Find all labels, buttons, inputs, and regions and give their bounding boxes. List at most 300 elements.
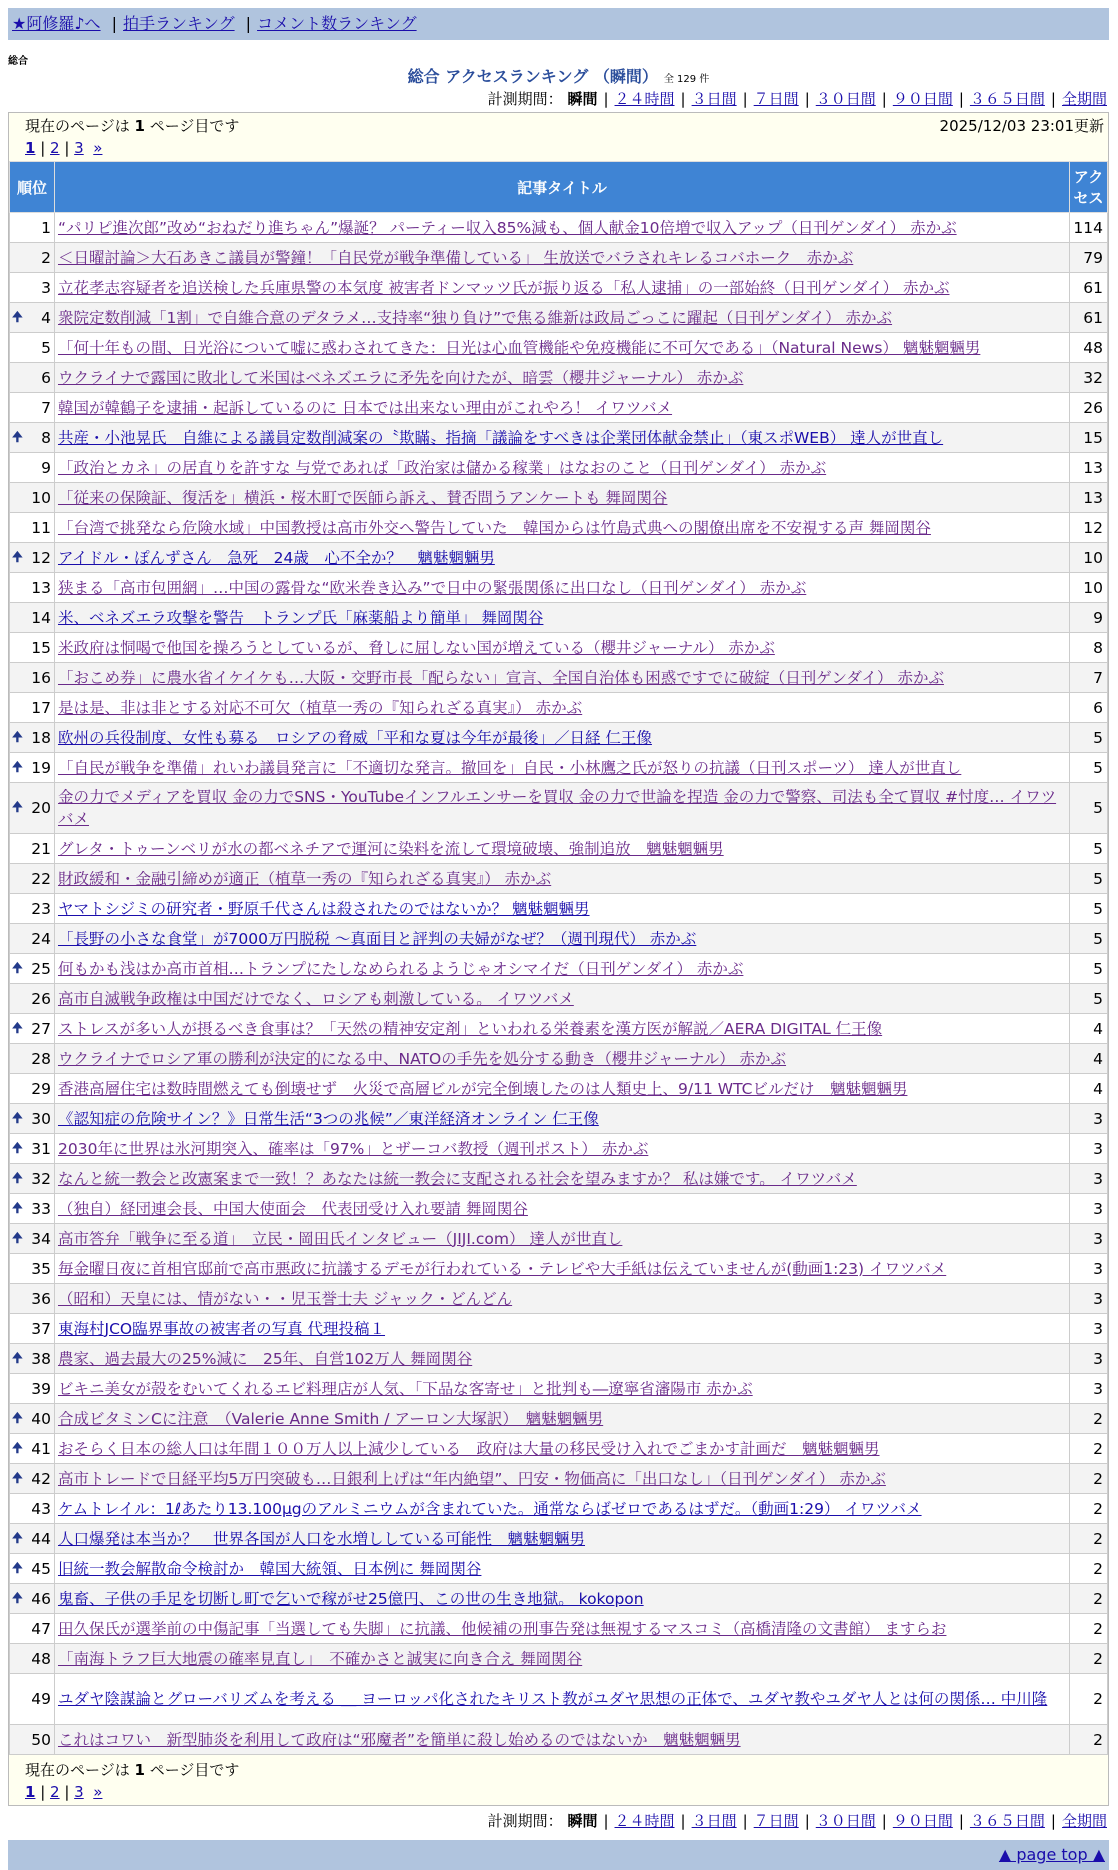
article-link[interactable]: ストレスが多い人が摂るべき食事は？「天然の精神安定剤」といわれる栄養素を漢方医が解説／AERA DIGITAL 仁王像: [58, 1019, 883, 1038]
rank-number: 2: [41, 248, 51, 267]
period-selector-bottom: [8, 1810, 1109, 1832]
access-count: 3: [1070, 1344, 1108, 1374]
rank-number: 35: [31, 1259, 51, 1278]
article-link[interactable]: 是は是、非は非とする対応不可欠（植草一秀の『知られざる真実』） 赤かぶ: [58, 698, 583, 717]
title-cell: [55, 1194, 1070, 1224]
article-link[interactable]: これはコワい 新型肺炎を利用して政府は“邪魔者”を簡単に殺し始めるのではないか 魑魅魍魎男: [58, 1730, 741, 1749]
header-access: アクセス: [1070, 162, 1108, 213]
rank-cell: [10, 513, 55, 543]
rank-cell: [10, 333, 55, 363]
access-count: 8: [1070, 633, 1108, 663]
access-count: 5: [1070, 834, 1108, 864]
rank-cell: [10, 1134, 55, 1164]
rank-number: 32: [31, 1169, 51, 1188]
article-link[interactable]: “パリピ進次郎”改め“おねだり進ちゃん”爆誕？ パーティー収入85%減も、個人献金10倍増で収入アップ（日刊ゲンダイ） 赤かぶ: [58, 218, 957, 237]
title-cell: [55, 543, 1070, 573]
table-row: [10, 423, 1108, 453]
up-arrow-icon: 🠉: [12, 1020, 23, 1036]
access-count: 2: [1070, 1404, 1108, 1434]
article-link[interactable]: 何もかも浅はか高市首相…トランプにたしなめられるようじゃオシマイだ（日刊ゲンダイ） 赤かぶ: [58, 959, 744, 978]
access-count: 5: [1070, 954, 1108, 984]
title-cell: [55, 693, 1070, 723]
title-cell: [55, 1014, 1070, 1044]
article-link[interactable]: 「長野の小さな食堂」が7000万円脱税 ～真面目と評判の夫婦がなぜ？（週刊現代） 赤かぶ: [58, 929, 697, 948]
period-link[interactable]: ２４時間: [614, 90, 675, 108]
table-row: [10, 1554, 1108, 1584]
article-link[interactable]: ウクライナで露国に敗北して米国はベネズエラに矛先を向けたが、暗雲（櫻井ジャーナル） 赤かぶ: [58, 368, 744, 387]
up-arrow-icon: 🠉: [12, 1140, 23, 1156]
up-arrow-icon: 🠉: [12, 1530, 23, 1546]
article-link[interactable]: 田久保氏が選挙前の中傷記事「当選しても失脚」に抗議、他候補の刑事告発は無視するマスコミ（高橋清隆の文書館） ますらお: [58, 1619, 947, 1638]
period-link[interactable]: ３６５日間: [969, 90, 1045, 108]
access-count: 3: [1070, 1374, 1108, 1404]
rank-cell: [10, 723, 55, 753]
article-link[interactable]: （独自）経団連会長、中国大使面会 代表団受け入れ要請 舞岡関谷: [58, 1199, 528, 1218]
table-row: [10, 1284, 1108, 1314]
article-link[interactable]: 「従来の保険証、復活を」横浜・桜木町で医師ら訴え、賛否問うアンケートも 舞岡関谷: [58, 488, 668, 507]
access-count: 114: [1070, 213, 1108, 243]
rank-cell: [10, 1554, 55, 1584]
period-link[interactable]: ３日間: [691, 90, 737, 108]
pager-page-link[interactable]: 2: [50, 1783, 60, 1801]
article-link[interactable]: 「何十年もの間、日光浴について嘘に惑わされてきた：日光は心血管機能や免疫機能に不可欠である」（Natural News） 魑魅魍魎男: [58, 338, 981, 357]
rank-cell: [10, 1404, 55, 1434]
access-count: 2: [1070, 1584, 1108, 1614]
title-cell: [55, 1044, 1070, 1074]
table-row: [10, 894, 1108, 924]
table-row: [10, 1434, 1108, 1464]
table-row: [10, 1044, 1108, 1074]
access-count: 3: [1070, 1194, 1108, 1224]
article-link[interactable]: ケムトレイル：1ℓあたり13.100μgのアルミニウムが含まれていた。通常ならばゼロであるはずだ。（動画1:29） イワツバメ: [58, 1499, 922, 1518]
article-link[interactable]: 立花孝志容疑者を追送検した兵庫県警の本気度 被害者ドンマッツ氏が振り返る「私人逮捕」の一部始終（日刊ゲンダイ） 赤かぶ: [58, 278, 950, 297]
period-link[interactable]: ９０日間: [892, 1812, 953, 1830]
access-count: 5: [1070, 894, 1108, 924]
total-count: 全 129 件: [663, 74, 710, 85]
access-count: 32: [1070, 363, 1108, 393]
access-count: 79: [1070, 243, 1108, 273]
rank-cell: [10, 1164, 55, 1194]
table-row: [10, 303, 1108, 333]
table-row: [10, 1344, 1108, 1374]
access-count: 5: [1070, 864, 1108, 894]
title-cell: [55, 483, 1070, 513]
up-arrow-icon: 🠉: [12, 1110, 23, 1126]
pager-next-link[interactable]: »: [93, 1783, 103, 1801]
title-cell: [55, 1164, 1070, 1194]
rank-cell: [10, 1644, 55, 1674]
rank-number: 49: [31, 1690, 51, 1708]
period-separator: |: [881, 1812, 887, 1830]
rank-cell: [10, 393, 55, 423]
period-link[interactable]: ３６５日間: [969, 1812, 1045, 1830]
period-separator: |: [603, 1812, 609, 1830]
article-link[interactable]: 人口爆発は本当か？ 世界各国が人口を水増ししている可能性 魑魅魍魎男: [58, 1529, 586, 1548]
period-link[interactable]: ２４時間: [614, 1812, 675, 1830]
title-cell: [55, 1674, 1070, 1725]
table-row: [10, 1314, 1108, 1344]
title-cell: [55, 423, 1070, 453]
article-link[interactable]: 欧州の兵役制度、女性も募る ロシアの脅威「平和な夏は今年が最後」／日経 仁王像: [58, 728, 652, 747]
period-label: 計測期間：: [487, 1812, 563, 1830]
rank-number: 36: [31, 1289, 51, 1308]
rank-number: 29: [31, 1079, 51, 1098]
table-row: [10, 213, 1108, 243]
article-link[interactable]: 狭まる「高市包囲網」…中国の露骨な“欧米巻き込み”で日中の緊張関係に出口なし（日刊ゲンダイ） 赤かぶ: [58, 578, 807, 597]
table-row: [10, 1074, 1108, 1104]
up-arrow-icon: 🠉: [12, 1170, 23, 1186]
up-arrow-icon: 🠉: [12, 1350, 23, 1366]
period-separator: |: [1050, 90, 1056, 108]
rank-cell: [10, 954, 55, 984]
rank-cell: [10, 1074, 55, 1104]
rank-number: 25: [31, 959, 51, 978]
rank-number: 9: [41, 458, 51, 477]
article-link[interactable]: ＜日曜討論＞大石あきこ議員が警鐘！「自民党が戦争準備している」 生放送でバラされキレるコバホーク 赤かぶ: [58, 248, 854, 267]
access-count: 5: [1070, 924, 1108, 954]
table-row: [10, 1254, 1108, 1284]
article-link[interactable]: ビキニ美女が殻をむいてくれるエビ料理店が人気、「下品な客寄せ」と批判も―遼寧省瀋陽市 赤かぶ: [58, 1379, 753, 1398]
up-arrow-icon: 🠉: [12, 800, 23, 815]
rank-number: 33: [31, 1199, 51, 1218]
article-link[interactable]: ユダヤ陰謀論とグローバリズムを考える ＿ ヨーロッパ化されたキリスト教がユダヤ思想の正体で、ユダヤ教やユダヤ人とは何の関係… 中川隆: [58, 1690, 1048, 1708]
article-link[interactable]: 「政治とカネ」の居直りを許すな 与党であれば「政治家は儲かる稼業」はなおのこと（日刊ゲンダイ） 赤かぶ: [58, 458, 827, 477]
period-link[interactable]: ３０日間: [815, 90, 876, 108]
rank-number: 17: [31, 698, 51, 717]
rank-cell: [10, 1584, 55, 1614]
title-cell: [55, 1074, 1070, 1104]
access-count: 2: [1070, 1464, 1108, 1494]
period-link[interactable]: ９０日間: [892, 90, 953, 108]
period-link[interactable]: ３日間: [691, 1812, 737, 1830]
period-separator: |: [958, 1812, 964, 1830]
title-cell: [55, 1434, 1070, 1464]
comment-ranking-link[interactable]: コメント数ランキング: [257, 14, 417, 33]
rank-number: 24: [31, 929, 51, 948]
table-row: [10, 513, 1108, 543]
rank-cell: [10, 1014, 55, 1044]
period-selector: [8, 88, 1109, 110]
pager-next-link[interactable]: »: [93, 139, 103, 157]
access-count: 3: [1070, 1134, 1108, 1164]
title-cell: [55, 1644, 1070, 1674]
rank-number: 1: [41, 218, 51, 237]
period-link[interactable]: ３０日間: [815, 1812, 876, 1830]
article-link[interactable]: 衆院定数削減「1割」で自維合意のデタラメ…支持率“独り負け”で焦る維新は政局ごっこに躍起（日刊ゲンダイ） 赤かぶ: [58, 308, 893, 327]
period-separator: |: [680, 1812, 686, 1830]
period-link[interactable]: 全期間: [1061, 1812, 1107, 1830]
access-count: 15: [1070, 423, 1108, 453]
rank-number: 47: [31, 1619, 51, 1638]
rank-number: 23: [31, 899, 51, 918]
article-link[interactable]: 高市答弁「戦争に至る道」 立民・岡田氏インタビュー（JIJI.com） 達人が世直し: [58, 1229, 623, 1248]
header-title: 記事タイトル: [55, 162, 1070, 213]
page-top-link[interactable]: ▲ page top ▲: [998, 1845, 1105, 1864]
clap-ranking-link[interactable]: 拍手ランキング: [123, 14, 235, 33]
table-row: [10, 603, 1108, 633]
access-count: 2: [1070, 1524, 1108, 1554]
article-link[interactable]: 東海村JCO臨界事故の被害者の写真 代理投稿１: [58, 1319, 386, 1338]
article-link[interactable]: 米、ベネズエラ攻撃を警告 トランプ氏「麻薬船より簡単」 舞岡関谷: [58, 608, 544, 627]
pager-page-link[interactable]: 3: [74, 1783, 84, 1801]
up-arrow-icon: 🠉: [12, 1470, 23, 1486]
rank-number: 45: [31, 1559, 51, 1578]
title-cell: [55, 1614, 1070, 1644]
article-link[interactable]: 毎金曜日夜に首相官邸前で高市悪政に抗議するデモが行われている・テレビや大手紙は伝えていませんが(動画1:23) イワツバメ: [58, 1259, 947, 1278]
rank-cell: [10, 1674, 55, 1725]
article-link[interactable]: 合成ビタミンCに注意 （Valerie Anne Smith / アーロン大塚訳） 魑魅魍魎男: [58, 1409, 604, 1428]
pager-page-link[interactable]: 1: [25, 139, 36, 157]
pager-page-link[interactable]: 3: [74, 139, 84, 157]
rank-cell: [10, 1044, 55, 1074]
rank-cell: [10, 864, 55, 894]
rank-number: 31: [31, 1139, 51, 1158]
bottom-bar: [8, 1840, 1109, 1870]
up-arrow-icon: 🠉: [12, 1200, 23, 1216]
table-row: [10, 753, 1108, 783]
article-link[interactable]: おそらく日本の総人口は年間１００万人以上減少している 政府は大量の移民受け入れでごまかす計画だ 魑魅魍魎男: [58, 1439, 880, 1458]
rank-cell: [10, 984, 55, 1014]
up-arrow-icon: 🠉: [12, 1590, 23, 1606]
table-row: [10, 573, 1108, 603]
article-link[interactable]: なんと統一教会と改憲案まで一致！？あなたは統一教会に支配される社会を望みますか？ 私は嫌です。 イワツバメ: [58, 1169, 857, 1188]
table-row: [10, 1164, 1108, 1194]
article-link[interactable]: ヤマトシジミの研究者・野原千代さんは殺されたのではないか？ 魑魅魍魎男: [58, 899, 590, 918]
period-separator: |: [742, 90, 748, 108]
rank-number: 5: [41, 338, 51, 357]
rank-cell: [10, 363, 55, 393]
table-row: [10, 1374, 1108, 1404]
ranking-box: [8, 112, 1109, 1806]
category-label: 総合: [8, 56, 28, 67]
table-row: [10, 1584, 1108, 1614]
period-link[interactable]: ７日間: [753, 90, 799, 108]
access-count: 3: [1070, 1284, 1108, 1314]
title-cell: [55, 633, 1070, 663]
rank-number: 18: [31, 728, 51, 747]
up-arrow-icon: 🠉: [12, 729, 23, 745]
rank-cell: [10, 483, 55, 513]
rank-number: 41: [31, 1439, 51, 1458]
article-link[interactable]: 鬼畜、子供の手足を切断し町で乞いで稼がせ25億円、この世の生き地獄。 kokopon: [58, 1589, 644, 1608]
title-cell: [55, 363, 1070, 393]
table-row: [10, 543, 1108, 573]
access-count: 3: [1070, 1224, 1108, 1254]
top-nav: [8, 8, 1109, 40]
pager-top: 1 | 2 | 3 »: [25, 139, 103, 157]
title-cell: [55, 753, 1070, 783]
access-count: 5: [1070, 783, 1108, 834]
rank-number: 22: [31, 869, 51, 888]
rank-cell: [10, 603, 55, 633]
rank-number: 11: [31, 518, 51, 537]
article-link[interactable]: 財政緩和・金融引締めが適正（植草一秀の『知られざる真実』） 赤かぶ: [58, 869, 552, 888]
article-link[interactable]: 「台湾で挑発なら危険水域」中国教授は高市外交へ警告していた 韓国からは竹島式典への閣僚出席を不安視する声 舞岡関谷: [58, 518, 931, 537]
rank-number: 30: [31, 1109, 51, 1128]
rank-cell: [10, 1224, 55, 1254]
rank-number: 12: [31, 548, 51, 567]
rank-cell: [10, 894, 55, 924]
access-count: 10: [1070, 543, 1108, 573]
table-row: [10, 1494, 1108, 1524]
rank-cell: [10, 1314, 55, 1344]
rank-cell: [10, 1494, 55, 1524]
title-cell: [55, 984, 1070, 1014]
access-count: 3: [1070, 1314, 1108, 1344]
pager-bottom: 1 | 2 | 3 »: [25, 1783, 103, 1801]
article-link[interactable]: 農家、過去最大の25%減に 25年、自営102万人 舞岡関谷: [58, 1349, 473, 1368]
rank-number: 21: [31, 839, 51, 858]
article-link[interactable]: 韓国が韓鶴子を逮捕・起訴しているのに 日本では出来ない理由がこれやろ！ イワツバメ: [58, 398, 673, 417]
period-link[interactable]: ７日間: [753, 1812, 799, 1830]
page-title: [8, 66, 1109, 88]
rank-cell: [10, 753, 55, 783]
title-cell: [55, 1584, 1070, 1614]
rank-number: 28: [31, 1049, 51, 1068]
rank-number: 19: [31, 758, 51, 777]
rank-number: 14: [31, 608, 51, 627]
access-count: 5: [1070, 984, 1108, 1014]
title-cell: [55, 864, 1070, 894]
table-row: [10, 723, 1108, 753]
access-count: 2: [1070, 1644, 1108, 1674]
table-row: [10, 363, 1108, 393]
title-cell: [55, 1524, 1070, 1554]
rank-number: 34: [31, 1229, 51, 1248]
table-row: [10, 693, 1108, 723]
ranking-table: [9, 161, 1108, 1755]
table-row: [10, 984, 1108, 1014]
article-link[interactable]: 《認知症の危険サイン？》日常生活“3つの兆候”／東洋経済オンライン 仁王像: [58, 1109, 599, 1128]
rank-cell: [10, 1464, 55, 1494]
table-row: [10, 453, 1108, 483]
table-row: [10, 954, 1108, 984]
title-cell: [55, 333, 1070, 363]
pager-page-link[interactable]: 1: [25, 1783, 36, 1801]
current-page-text: 現在のページは 1 ページ目です: [25, 117, 240, 135]
rank-number: 40: [31, 1409, 51, 1428]
table-row: [10, 1524, 1108, 1554]
title-cell: [55, 453, 1070, 483]
title-cell: [55, 783, 1070, 834]
period-separator: |: [881, 90, 887, 108]
title-cell: [55, 723, 1070, 753]
rank-cell: [10, 213, 55, 243]
table-row: [10, 1644, 1108, 1674]
article-link[interactable]: （昭和）天皇には、情がない・・児玉誉士夫 ジャック・どんどん: [58, 1289, 513, 1308]
access-count: 2: [1070, 1725, 1108, 1755]
up-arrow-icon: 🠉: [12, 1230, 23, 1246]
title-cell: [55, 954, 1070, 984]
up-arrow-icon: 🠉: [12, 1440, 23, 1456]
table-row: [10, 1614, 1108, 1644]
article-link[interactable]: 香港高層住宅は数時間燃えても倒壊せず 火災で高層ビルが完全倒壊したのは人類史上、9/11 WTCビルだけ 魑魅魍魎男: [58, 1079, 908, 1098]
article-link[interactable]: 「自民が戦争を準備」れいわ議員発言に「不適切な発言。撤回を」自民・小林鷹之氏が怒りの抗議（日刊スポーツ） 達人が世直し: [58, 758, 962, 777]
period-separator: |: [680, 90, 686, 108]
home-link[interactable]: ★阿修羅♪へ: [12, 14, 101, 33]
title-cell: [55, 303, 1070, 333]
page-info-top: [9, 113, 1108, 137]
period-current: 瞬間: [567, 1812, 598, 1830]
period-link[interactable]: 全期間: [1061, 90, 1107, 108]
up-arrow-icon: 🠉: [12, 429, 23, 445]
table-row: [10, 633, 1108, 663]
access-count: 2: [1070, 1614, 1108, 1644]
title-cell: [55, 1134, 1070, 1164]
rank-cell: [10, 543, 55, 573]
rank-cell: [10, 1344, 55, 1374]
rank-cell: [10, 924, 55, 954]
article-link[interactable]: 米政府は恫喝で他国を操ろうとしているが、脅しに屈しない国が増えている（櫻井ジャーナル） 赤かぶ: [58, 638, 775, 657]
page-info-bottom: 現在のページは 1 ページ目です: [25, 1761, 240, 1779]
article-link[interactable]: 2030年に世界は氷河期突入、確率は「97%」とザーコバ教授（週刊ポスト） 赤かぶ: [58, 1139, 649, 1158]
rank-number: 8: [41, 428, 51, 447]
table-row: [10, 864, 1108, 894]
rank-cell: [10, 303, 55, 333]
title-cell: [55, 1284, 1070, 1314]
rank-number: 38: [31, 1349, 51, 1368]
title-cell: [55, 1344, 1070, 1374]
access-count: 2: [1070, 1554, 1108, 1584]
title-cell: [55, 1494, 1070, 1524]
rank-number: 26: [31, 989, 51, 1008]
article-link[interactable]: 「南海トラフ巨大地震の確率見直し」 不確かさと誠実に向き合え 舞岡関谷: [58, 1649, 583, 1668]
access-count: 3: [1070, 1164, 1108, 1194]
title-cell: [55, 1554, 1070, 1584]
title-cell: [55, 1104, 1070, 1134]
rank-number: 13: [31, 578, 51, 597]
rank-number: 10: [31, 488, 51, 507]
title-cell: [55, 1374, 1070, 1404]
title-cell: [55, 834, 1070, 864]
rank-cell: [10, 243, 55, 273]
rank-cell: [10, 663, 55, 693]
access-count: 2: [1070, 1674, 1108, 1725]
access-count: 13: [1070, 453, 1108, 483]
rank-number: 50: [31, 1730, 51, 1749]
rank-number: 15: [31, 638, 51, 657]
up-arrow-icon: 🠉: [12, 759, 23, 775]
access-count: 9: [1070, 603, 1108, 633]
article-link[interactable]: 高市自滅戦争政権は中国だけでなく、ロシアも刺激している。 イワツバメ: [58, 989, 574, 1008]
access-count: 4: [1070, 1074, 1108, 1104]
article-link[interactable]: 高市トレードで日経平均5万円突破も…日銀利上げは“年内絶望”、円安・物価高に「出口なし」（日刊ゲンダイ） 赤かぶ: [58, 1469, 886, 1488]
article-link[interactable]: グレタ・トゥーンベリが水の都ベネチアで運河に染料を流して環境破壊、強制追放 魑魅魍魎男: [58, 839, 724, 858]
access-count: 13: [1070, 483, 1108, 513]
article-link[interactable]: ウクライナでロシア軍の勝利が決定的になる中、NATOの手先を処分する動き（櫻井ジャーナル） 赤かぶ: [58, 1049, 787, 1068]
header-rank: 順位: [10, 162, 55, 213]
title-cell: [55, 393, 1070, 423]
access-count: 3: [1070, 1104, 1108, 1134]
title-cell: [55, 1725, 1070, 1755]
rank-cell: [10, 834, 55, 864]
rank-cell: [10, 633, 55, 663]
table-row: [10, 333, 1108, 363]
article-link[interactable]: 金の力でメディアを買収 金の力でSNS・YouTubeインフルエンサーを買収 金の力で世論を捏造 金の力で警察、司法も全て買収 #忖度… イワツバメ: [58, 788, 1057, 828]
article-link[interactable]: 「おこめ券」に農水省イケイケも…大阪・交野市長「配らない」宣言、全国自治体も困惑ですでに破綻（日刊ゲンダイ） 赤かぶ: [58, 668, 944, 687]
rank-number: 39: [31, 1379, 51, 1398]
rank-number: 46: [31, 1589, 51, 1608]
pager-page-link[interactable]: 2: [50, 139, 60, 157]
access-count: 5: [1070, 753, 1108, 783]
article-link[interactable]: アイドル・ぽんずさん 急死 24歳 心不全か？ 魑魅魍魎男: [58, 548, 495, 567]
table-row: [10, 1194, 1108, 1224]
access-count: 4: [1070, 1014, 1108, 1044]
rank-cell: [10, 423, 55, 453]
table-row: [10, 1725, 1108, 1755]
article-link[interactable]: 共産・小池晃氏 自維による議員定数削減案の〝欺瞞〟指摘「議論をすべきは企業団体献金禁止」（東スポWEB） 達人が世直し: [58, 428, 944, 447]
article-link[interactable]: 旧統一教会解散命令検討か 韓国大統領、日本例に 舞岡関谷: [58, 1559, 482, 1578]
